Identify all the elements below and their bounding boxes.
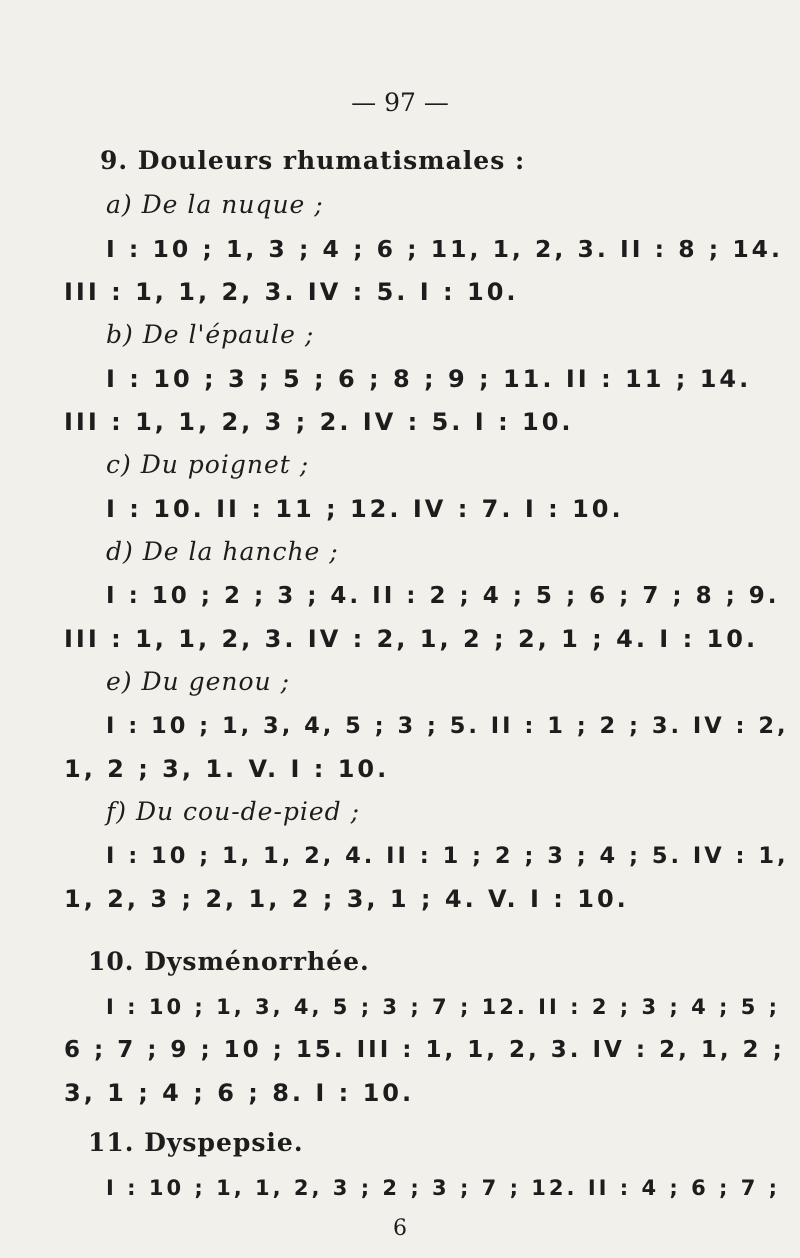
subsection-title-b: b) De l'épaule ; <box>106 320 315 349</box>
subsection-title-f: f) Du cou-de-pied ; <box>106 797 361 826</box>
page-number: — 97 — <box>351 88 449 117</box>
text-line: III : 1, 1, 2, 3. IV : 2, 1, 2 ; 2, 1 ; 4. I : 10. <box>64 625 759 653</box>
text-line: I : 10 ; 2 ; 3 ; 4. II : 2 ; 4 ; 5 ; 6 ; 7 ; 8 ; 9. <box>106 583 780 609</box>
text-line: III : 1, 1, 2, 3. IV : 5. I : 10. <box>64 278 519 306</box>
signature-mark: 6 <box>393 1216 407 1241</box>
subsection-title-a: a) De la nuque ; <box>106 190 324 219</box>
text-line: I : 10 ; 1, 3 ; 4 ; 6 ; 11, 1, 2, 3. II : 8 ; 14. <box>106 235 783 263</box>
text-line: 6 ; 7 ; 9 ; 10 ; 15. III : 1, 1, 2, 3. IV : 2, 1, 2 ; <box>64 1037 785 1063</box>
subsection-title-d: d) De la hanche ; <box>106 537 339 566</box>
subsection-title-c: c) Du poignet ; <box>106 450 310 479</box>
section-heading-10: 10. Dysménorrhée. <box>88 947 370 976</box>
section-heading-9: 9. Douleurs rhumatismales : <box>100 146 526 175</box>
text-line: 1, 2, 3 ; 2, 1, 2 ; 3, 1 ; 4. V. I : 10. <box>64 885 629 913</box>
text-line: I : 10 ; 1, 1, 2, 4. II : 1 ; 2 ; 3 ; 4 ; 5. IV : 1, <box>106 843 789 869</box>
section-heading-11: 11. Dyspepsie. <box>88 1128 304 1157</box>
text-line: I : 10 ; 1, 3, 4, 5 ; 3 ; 7 ; 12. II : 2 ; 3 ; 4 ; 5 ; <box>106 995 781 1019</box>
text-line: I : 10. II : 11 ; 12. IV : 7. I : 10. <box>106 495 624 523</box>
subsection-title-e: e) Du genou ; <box>106 667 291 696</box>
text-line: 3, 1 ; 4 ; 6 ; 8. I : 10. <box>64 1079 415 1107</box>
text-line: I : 10 ; 3 ; 5 ; 6 ; 8 ; 9 ; 11. II : 11 ; 14. <box>106 365 752 393</box>
text-line: I : 10 ; 1, 3, 4, 5 ; 3 ; 5. II : 1 ; 2 ; 3. IV : 2, <box>106 713 789 739</box>
text-line: III : 1, 1, 2, 3 ; 2. IV : 5. I : 10. <box>64 408 574 436</box>
text-line: 1, 2 ; 3, 1. V. I : 10. <box>64 755 390 783</box>
text-line: I : 10 ; 1, 1, 2, 3 ; 2 ; 3 ; 7 ; 12. II : 4 ; 6 ; 7 ; <box>106 1176 781 1200</box>
